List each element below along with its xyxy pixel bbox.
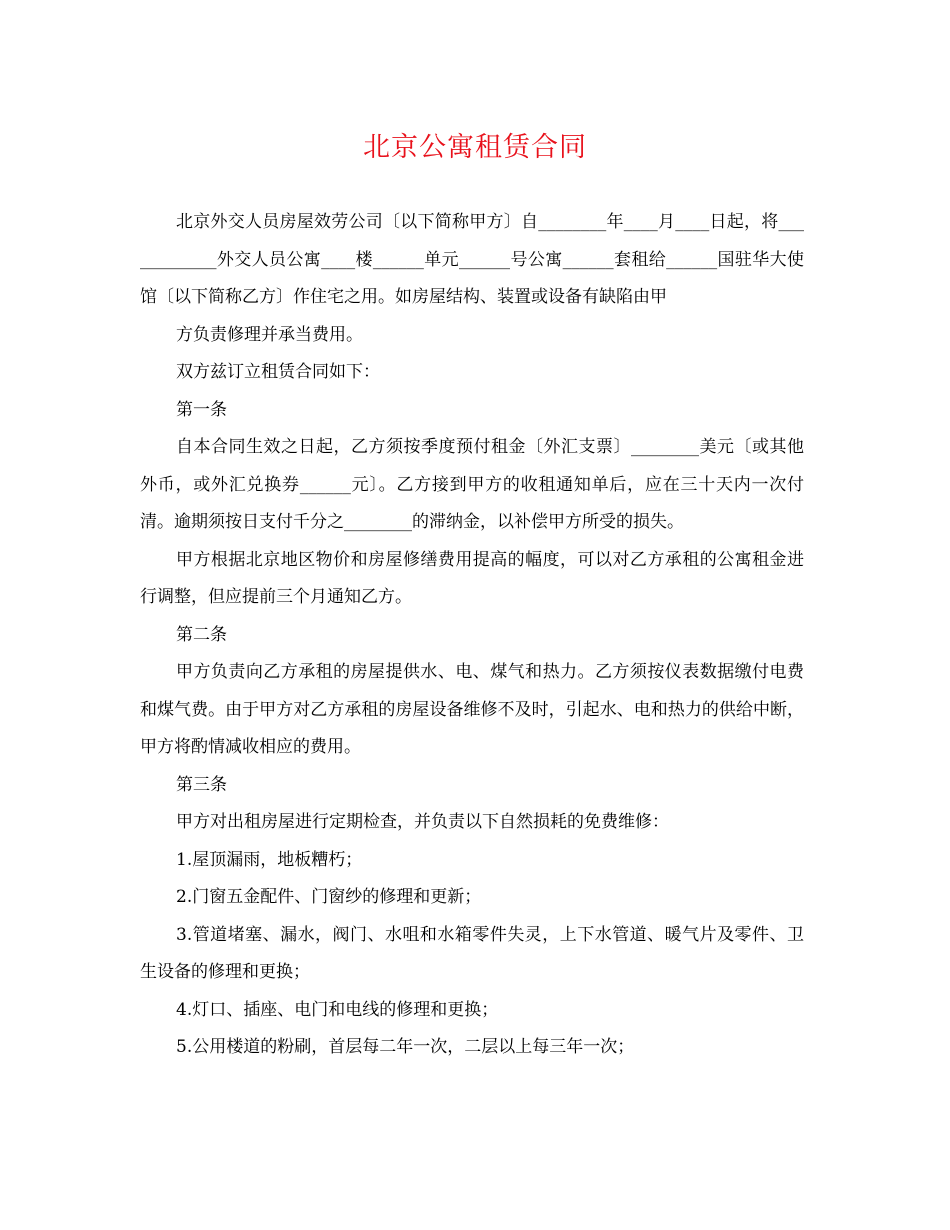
document-title: 北京公寓租赁合同 [363, 132, 587, 163]
paragraph: 方负责修理并承当费用。 [176, 324, 363, 345]
list-item: 1.屋顶漏雨，地板糟朽； [176, 849, 363, 870]
paragraph: 甲方负责向乙方承租的房屋提供水、电、煤气和热力。乙方须按仪表数据缴付电费和煤气费。由于甲方对乙方承租的房屋设备维修不及时，引起水、电和热力的供给中断，甲方将酌情减收相应的费用。 [140, 662, 804, 757]
list-item: 5.公用楼道的粉刷，首层每二年一次，二层以上每三年一次； [176, 1037, 635, 1057]
paragraph: 甲方根据北京地区物价和房屋修缮费用提高的幅度，可以对乙方承租的公寓租金进行调整，但应提前三个月通知乙方。 [140, 549, 804, 607]
section-heading: 第二条 [176, 624, 227, 645]
list-item: 2.门窗五金配件、门窗纱的修理和更新； [176, 887, 482, 907]
paragraph: 北京外交人员房屋效劳公司〔以下简称甲方〕自________年____月____日起，将____________外交人员公寓____楼______单元______号公寓______套租给______国驻华大使馆〔以下简称乙方〕作住宅之用。如房屋结构、装置或设备有缺陷由甲 [140, 212, 804, 307]
paragraph: 自本合同生效之日起，乙方须按季度预付租金〔外汇支票〕________美元〔或其他外币，或外汇兑换券______元〕。乙方接到甲方的收租通知单后，应在三十天内一次付清。逾期须按日支付千分之________的滞纳金，以补偿甲方所受的损失。 [140, 437, 804, 532]
section-heading: 第一条 [176, 399, 227, 420]
document-body [140, 204, 804, 1067]
section-heading: 第三条 [176, 774, 227, 795]
paragraph: 双方兹订立租赁合同如下： [176, 362, 380, 382]
list-item: 3.管道堵塞、漏水，阀门、水咀和水箱零件失灵，上下水管道、暖气片及零件、卫生设备的修理和更换； [140, 924, 804, 982]
list-item: 4.灯口、插座、电门和电线的修理和更换； [176, 999, 499, 1020]
paragraph: 甲方对出租房屋进行定期检查，并负责以下自然损耗的免费维修： [176, 812, 669, 832]
